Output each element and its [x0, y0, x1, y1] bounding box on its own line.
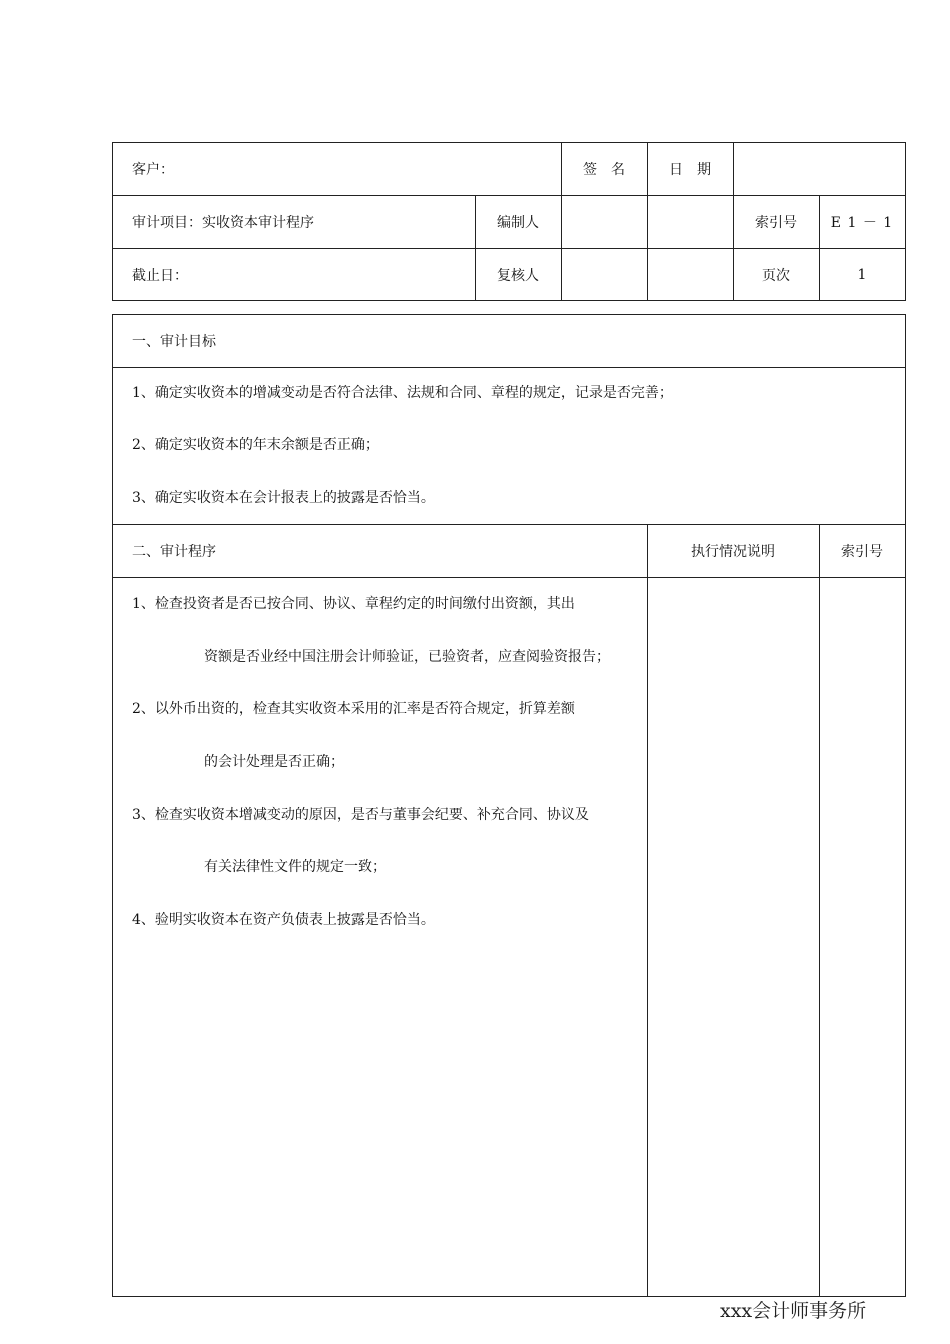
index-label: 索引号 — [755, 215, 797, 231]
page-label: 页次 — [762, 267, 790, 284]
procedure-line-4: 的会计处理是否正确； — [204, 754, 344, 770]
procedures-title: 二、审计程序 — [132, 544, 216, 560]
page-value: 1 — [857, 266, 867, 283]
procedure-line-6: 有关法律性文件的规定一致； — [204, 859, 386, 875]
procedure-line-3: 2、以外币出资的，检查其实收资本采用的汇率是否符合规定，折算差额 — [132, 701, 575, 717]
procedure-line-7: 4、验明实收资本在资产负债表上披露是否恰当。 — [132, 912, 435, 928]
index-column-header: 索引号 — [841, 544, 883, 560]
procedure-line-2: 资额是否业经中国注册会计师验证，已验资者，应查阅验资报告； — [204, 649, 610, 665]
date-label: 日 期 — [669, 162, 711, 178]
procedure-line-1: 1、检查投资者是否已按合同、协议、章程约定的时间缴付出资额，其出 — [132, 596, 575, 612]
preparer-label: 编制人 — [497, 215, 539, 231]
cutoff-label: 截止日： — [132, 267, 188, 284]
objective-item-2: 2、确定实收资本的年末余额是否正确； — [132, 437, 379, 453]
audit-item-label: 审计项目：实收资本审计程序 — [132, 215, 314, 231]
index-value: E 1 － 1 — [830, 215, 894, 231]
client-label: 客户： — [132, 162, 174, 178]
footer-firm-name: xxx会计师事务所 — [720, 1300, 867, 1322]
objectives-title: 一、审计目标 — [132, 334, 216, 350]
execution-column-header: 执行情况说明 — [691, 544, 775, 560]
procedure-line-5: 3、检查实收资本增减变动的原因，是否与董事会纪要、补充合同、协议及 — [132, 807, 589, 823]
objective-item-3: 3、确定实收资本在会计报表上的披露是否恰当。 — [132, 490, 435, 506]
objective-item-1: 1、确定实收资本的增减变动是否符合法律、法规和合同、章程的规定，记录是否完善； — [132, 385, 673, 401]
sign-label: 签 名 — [583, 162, 625, 178]
reviewer-label: 复核人 — [497, 267, 539, 284]
